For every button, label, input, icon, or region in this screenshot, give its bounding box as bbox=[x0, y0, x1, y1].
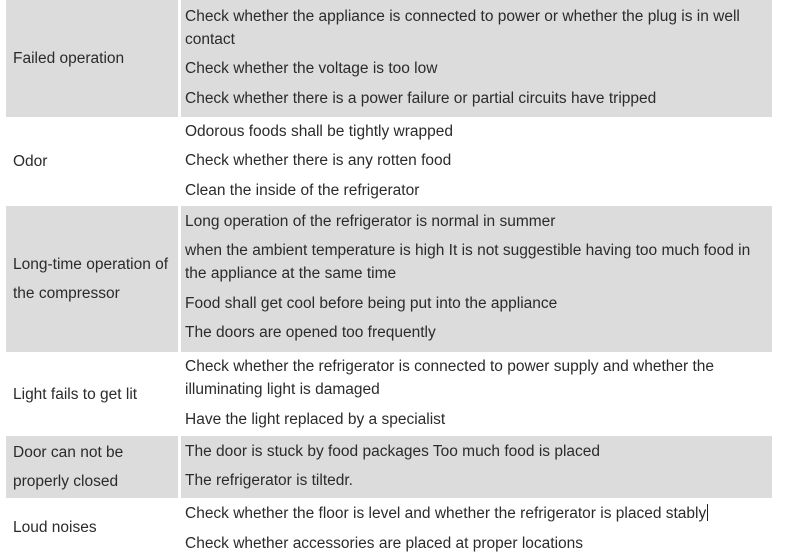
solution-text: The refrigerator is tiltedr. bbox=[185, 472, 353, 489]
solution-text bbox=[185, 502, 756, 525]
problem-label: Door can not be properly closed bbox=[13, 444, 124, 490]
solutions-cell bbox=[181, 436, 772, 498]
solution-text: Check whether there is any rotten food bbox=[185, 152, 452, 169]
solution-text: Long operation of the refrigerator is normal in summer bbox=[185, 213, 556, 230]
solutions-cell bbox=[181, 117, 772, 206]
solutions-cell bbox=[181, 0, 772, 117]
solution-text: Food shall get cool before being put into the appliance bbox=[185, 295, 558, 312]
solution-text: Odorous foods shall be tightly wrapped bbox=[185, 123, 453, 140]
table-row bbox=[6, 436, 772, 498]
table-row bbox=[6, 0, 772, 117]
text-cursor bbox=[707, 504, 708, 521]
solution-text: Have the light replaced by a specialist bbox=[185, 411, 446, 428]
problem-cell bbox=[6, 352, 178, 436]
problem-cell bbox=[6, 498, 178, 557]
problem-cell bbox=[6, 117, 178, 206]
problem-label: Failed operation bbox=[13, 50, 125, 67]
solution-text: Check whether accessories are placed at proper locations bbox=[185, 535, 584, 552]
table-row bbox=[6, 352, 772, 436]
solutions-cell bbox=[181, 206, 772, 352]
solution-text-content: Check whether the floor is level and whether the refrigerator is placed stably bbox=[185, 505, 707, 522]
solution-text: Clean the inside of the refrigerator bbox=[185, 182, 420, 199]
troubleshooting-table bbox=[6, 0, 772, 557]
solution-text: The door is stuck by food packages Too much food is placed bbox=[185, 443, 601, 460]
problem-label: Loud noises bbox=[13, 519, 97, 536]
solutions-cell bbox=[181, 352, 772, 436]
solution-text: Check whether the appliance is connected to power or whether the plug is in well contact bbox=[185, 8, 740, 48]
solution-text: Check whether the voltage is too low bbox=[185, 60, 438, 77]
problem-cell bbox=[6, 436, 178, 498]
solution-text: when the ambient temperature is high It is not suggestible having too much food in the appliance at the same time bbox=[185, 242, 751, 282]
problem-label: Long-time operation of the compressor bbox=[13, 256, 169, 302]
table-row bbox=[6, 117, 772, 206]
problem-label: Odor bbox=[13, 153, 48, 170]
problem-label: Light fails to get lit bbox=[13, 385, 138, 403]
solution-text: The doors are opened too frequently bbox=[185, 324, 436, 341]
solutions-cell bbox=[181, 498, 772, 557]
solution-text: Check whether there is a power failure or partial circuits have tripped bbox=[185, 90, 657, 107]
problem-cell bbox=[6, 206, 178, 352]
table-row bbox=[6, 498, 772, 557]
solution-text: Check whether the refrigerator is connected to power supply and whether the illuminating light is damaged bbox=[185, 358, 715, 398]
problem-cell bbox=[6, 0, 178, 117]
table-row bbox=[6, 206, 772, 352]
